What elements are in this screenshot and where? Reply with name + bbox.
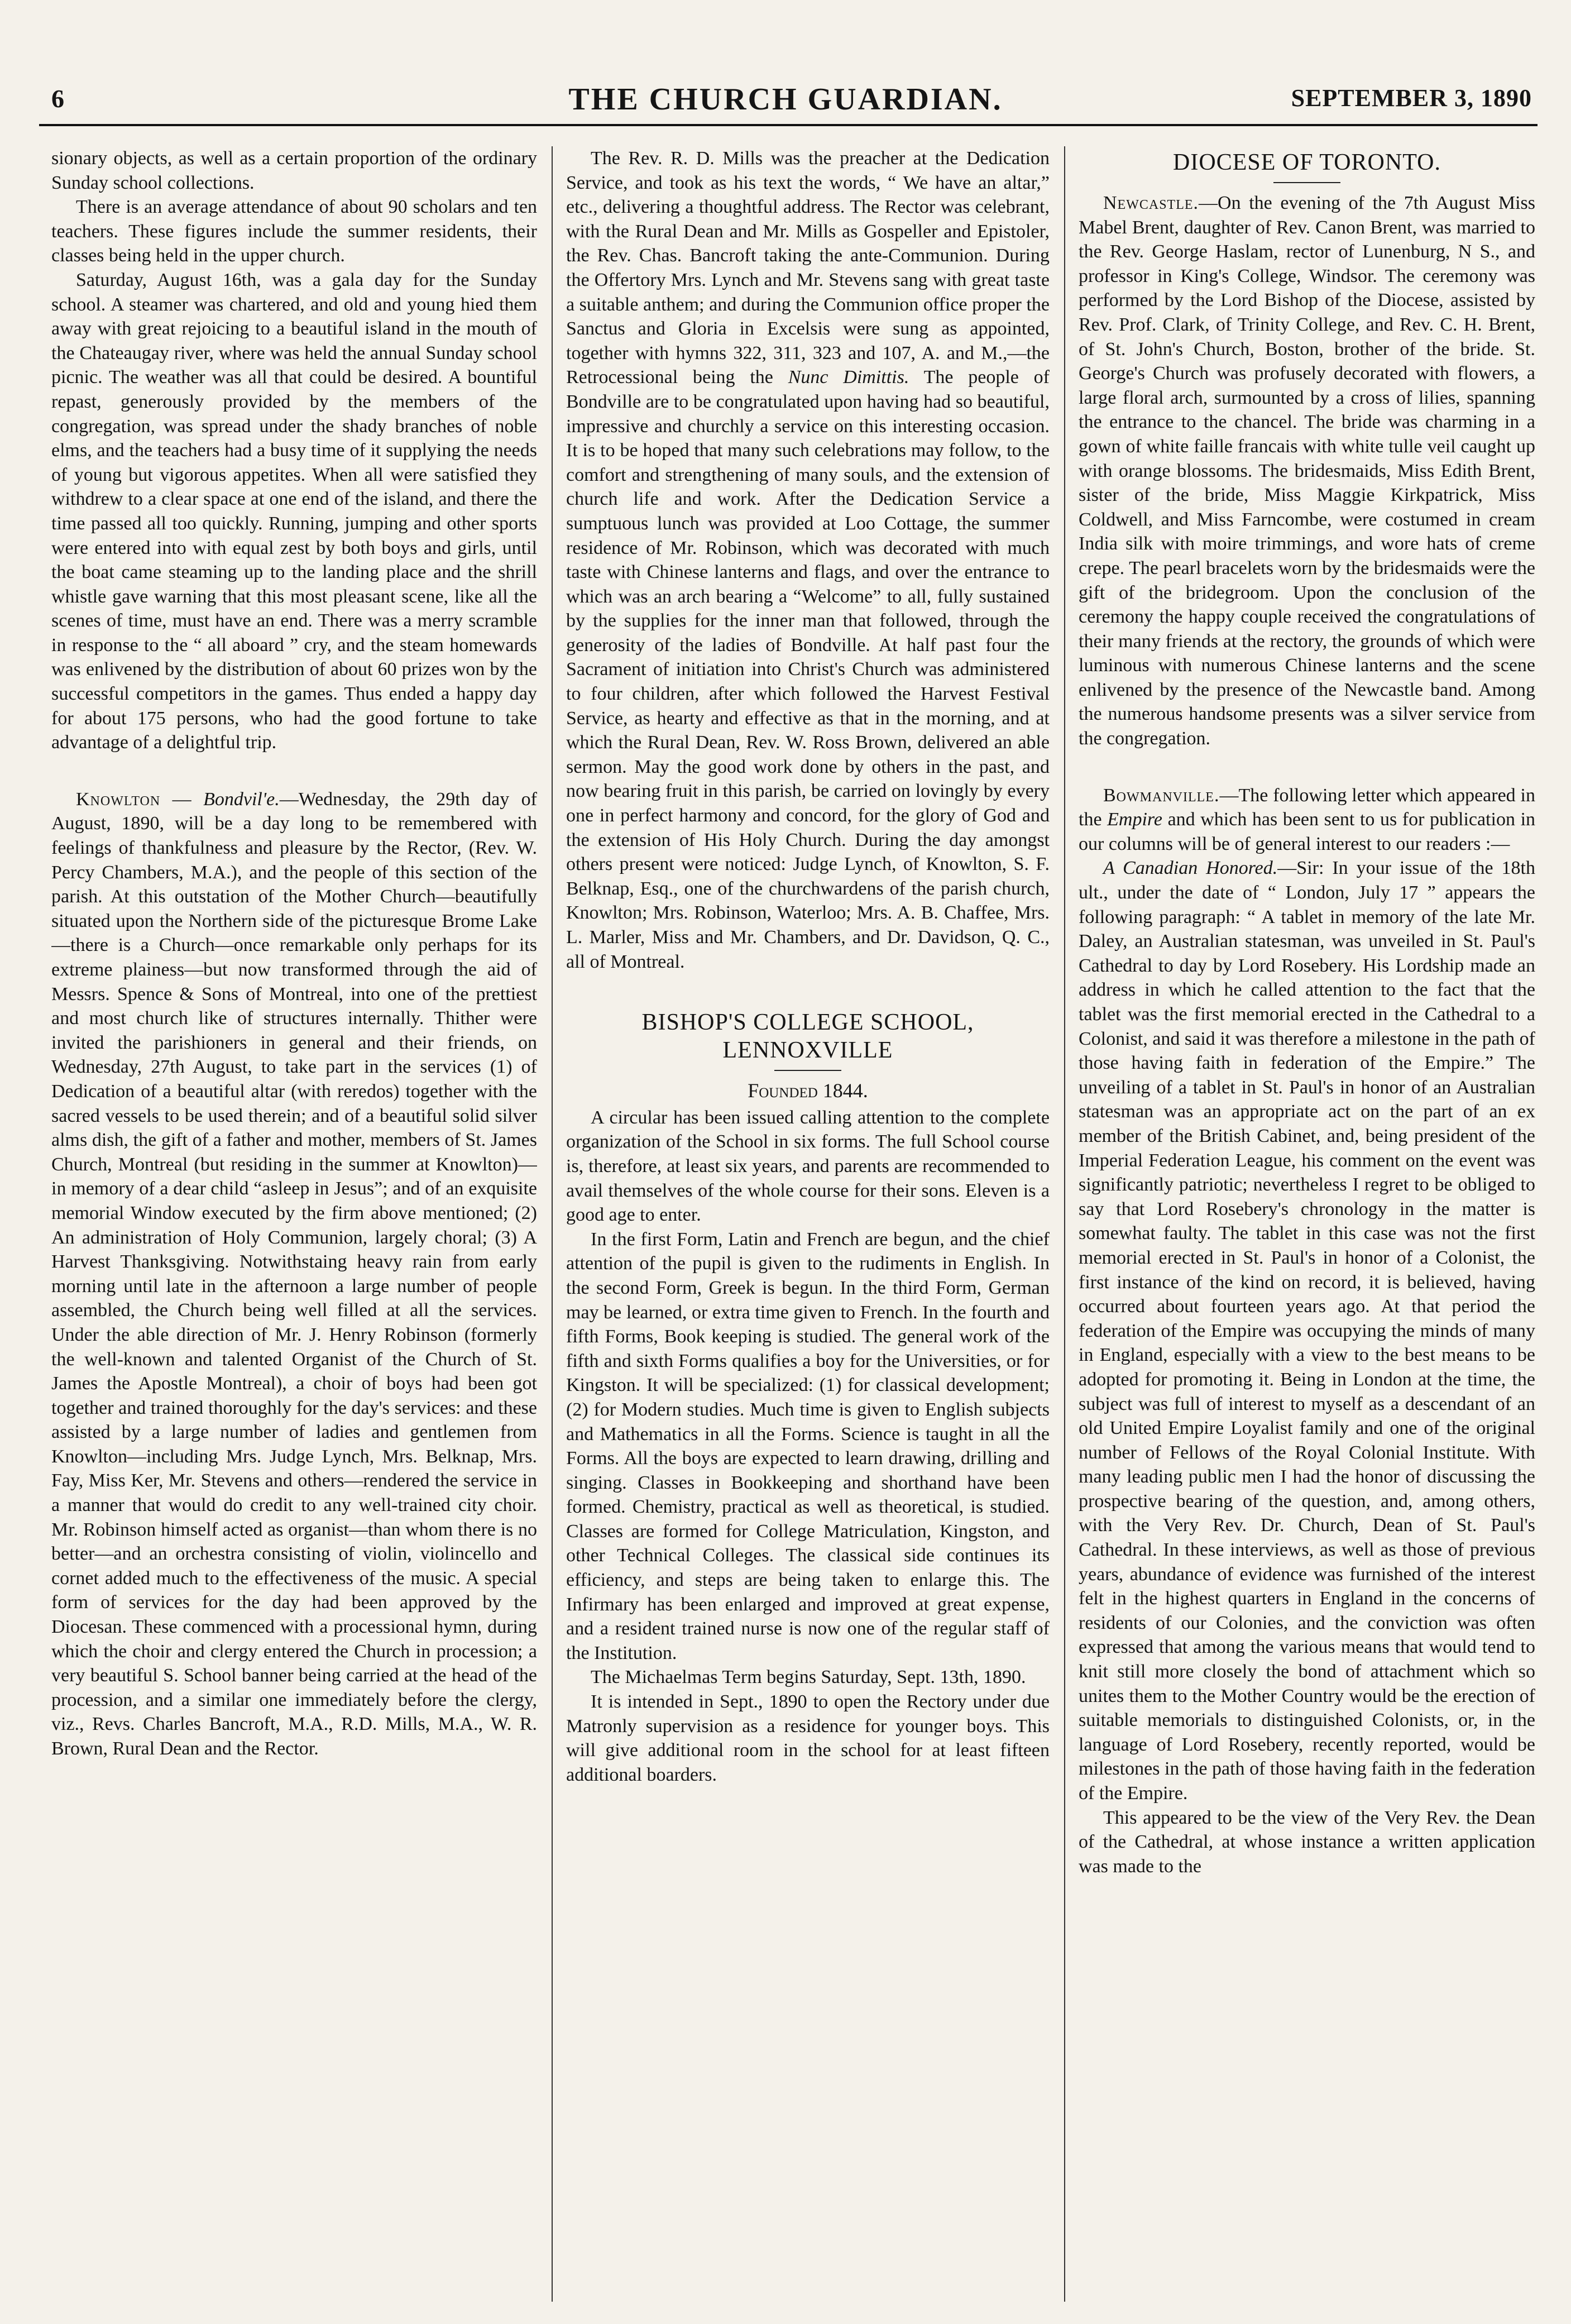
founded-line: Founded 1844. <box>748 1079 868 1102</box>
article-paragraph: A circular has been issued calling attention to the complete organization of the School in six forms. The full School course is, therefore, at least six years, and parents are recommended to avail themselves of the whole course for their sons. Eleven is a good age to enter. <box>566 1107 1050 1226</box>
article-text: —The following letter which appeared in the <box>1079 785 1535 830</box>
dateline-bondville: Bondvil'e. <box>203 788 280 810</box>
column-3 <box>1079 146 1535 2302</box>
dateline-bowmanville: Bowmanville. <box>1103 785 1220 806</box>
page-header <box>0 0 1571 140</box>
bowmanville-article <box>1079 783 1535 857</box>
article-paragraph: There is an average attendance of about 90 scholars and ten teachers. These figures include the summer residents, their classes being held in the upper church. <box>51 197 537 266</box>
heading-rule <box>1273 182 1340 183</box>
dateline-knowlton: Knowlton <box>76 788 161 810</box>
section-heading-bishops-college: BISHOP'S COLLEGE SCHOOL, LENNOXVILLE <box>641 1010 974 1064</box>
knowlton-article: Knowlton — Bondvil'e.—Wednesday, the 29th day of August, 1890, will be a day long to be remembered with feelings of thankfulness and pleasure by the Rector, (Rev. W. Percy Chambers, M.A.), and the people of this section of the parish. At this outstation of the Mother Church—beautifully situated upon the Northern side of the picturesque Brome Lake—there is a Church—once remarkable only perhaps for its extreme plainess—but now transformed through the aid of Messrs. Spence & Sons of Montreal, into one of the prettiest and most church like of structures internally. Thither were invited the parishioners in general and their friends, on Wednesday, 27th August, to take part in the services (1) of Dedication of a beautiful altar (with reredos) together with the sacred vessels to be used therein; and of a beautiful solid silver alms dish, the gift of a father and mother, members of St. James Church, Montreal (but residing in the summer at Knowlton)—in memory of a dear child “asleep in Jesus”; and of an exquisite memorial Window executed by the firm above mentioned; (2) An administration of Holy Communion, largely choral; (3) A Harvest Thanksgiving. Notwithstaing heavy rain from early morning until late in the afternoon a large number of people assembled, the Church being well filled at all the services. Under the able direction of Mr. J. Henry Robinson (formerly the well-known and talented Organist of the Church of St. James the Apostle Montreal), a choir of boys had been got together and trained thoroughly for the day's services: and these assisted by a large number of ladies and gentlemen from Knowlton—including Mrs. Judge Lynch, Mrs. Belknap, Mrs. Fay, Miss Ker, Mr. Stevens and others—rendered the service in a manner that would do credit to any well-trained city choir. Mr. Robinson himself acted as organist—than whom there is no better—and an orchestra consisting of violin, violincello and cornet added much to the effectiveness of the music. A special form of services for the day had been approved by the Diocesan. These commenced with a processional hymn, during which the choir and clergy entered the Church in procession; a very beautiful S. School banner being carried at the head of the procession, and a similar one immediately before the clergy, viz., Revs. Charles Bancroft, M.A., R.D. Mills, M.A., W. R. Brown, Rural Dean and the Rector. <box>51 788 537 1759</box>
letter-title: A Canadian Honored. <box>1103 858 1278 879</box>
letter-paragraph <box>1079 856 1535 1805</box>
italic-text: Nunc Dimittis. <box>788 367 909 388</box>
article-text: The Rev. R. D. Mills was the preacher at the Dedication Service, and took as his text the words, “ We have an altar,” etc., delivering a thoughtful address. The Rector was celebrant, with the Rural Dean and Mr. Mills as Gospeller and Epistoler, the Rev. Chas. Bancroft taking the ante-Communion. During the Offertory Mrs. Lynch and Mr. Stevens sang with great taste a suitable anthem; and during the Communion office proper the Sanctus and Gloria in Excelsis were sung as appointed, together with hymns 322, 311, 323 and 107, A. and M.,—the Retrocessional being the <box>566 148 1050 388</box>
article-paragraph: In the first Form, Latin and French are begun, and the chief attention of the pupil is given to the rudiments in English. In the second Form, Greek is begun. In the third Form, German may be learned, or extra time given to French. In the fourth and fifth Forms, Book keeping is studied. The general work of the fifth and sixth Forms qualifies a boy for the Universities, or for Kingston. It will be specialized: (1) for classical development; (2) for Modern studies. Much time is given to English subjects and Mathematics in all the Forms. Science is taught in all the Forms. All the boys are expected to learn drawing, drilling and singing. Classes in Bookkeeping and shorthand have been formed. Chemistry, practical as well as theoretical, is studied. Classes are formed for College Matriculation, Kingston, and other Technical Colleges. The classical side continues its efficiency, and steps are being taken to enlarge this. The Infirmary has been enlarged and improved at great expense, and a resident trained nurse is now one of the regular staff of the Institution. <box>566 1228 1050 1663</box>
section-heading-diocese-toronto: DIOCESE OF TORONTO. <box>1173 150 1441 175</box>
article-text: and which has been sent to us for publication in our columns will be of general interest to our readers :— <box>1079 809 1535 854</box>
article-text: —On the evening of the 7th August Miss Mabel Brent, daughter of Rev. Canon Brent, was married to the Rev. George Haslam, rector of Lunenburg, N S., and professor in King's College, Windsor. The ceremony was performed by the Lord Bishop of the Diocese, assisted by Rev. Prof. Clark, of Trinity College, and Rev. C. H. Brent, of St. John's Church, Boston, brother of the bride. St. George's Church was profusely decorated with flowers, a large floral arch, surmounted by a cross of lilies, spanning the entrance to the chancel. The bride was charming in a gown of white faille francais with white tulle veil caught up with orange blossoms. The bridesmaids, Miss Edith Brent, sister of the bride, Miss Maggie Kirkpatrick, Miss Coldwell, and Miss Farncombe, were costumed in cream India silk with moire trimmings, and wore hats of creme crepe. The pearl bracelets worn by the bridesmaids were the gift of the bridegroom. Upon the conclusion of the ceremony the happy couple received the congratulations of their many friends at the rectory, the grounds of which were luminous with numerous Chinese lanterns and the scene enlivened by the presence of the Newcastle band. Among the numerous handsome presents was a silver service from the congregation. <box>1079 193 1535 749</box>
column-2 <box>566 146 1050 2302</box>
page-number: 6 <box>51 84 64 113</box>
article-text: —Sir: In your issue of the 18th ult., under the date of “ London, July 17 ” appears the following paragraph: “ A tablet in memory of the late Mr. Daley, an Australian statesman, was unveiled in St. Paul's Cathedral to day by Lord Rosebery. His Lordship made an address in which he called attention to the fact that the tablet was the first memorial erected in the Cathedral to a Colonist, and said it was therefore a milestone in the path of those having faith in federation of the Empire.” The unveiling of a tablet in St. Paul's in honor of an Australian statesman was an appropriate act on the part of an ex member of the British Cabinet, and, being president of the Imperial Federation League, his comment on the event was significantly patriotic; nevertheless I regret to be obliged to say that Lord Rosebery's chronology in the matter is somewhat faulty. The tablet in this case was not the first memorial erected in St. Paul's in honor of a Colonist, the first instance of the kind on record, it is believed, having occurred about fourteen years ago. At that period the federation of the Empire was occupying the minds of many in England, especially with a view to the best means to be adopted for promoting it. Being in London at the time, the subject was full of interest to myself as a descendant of an old United Empire Loyalist family and one of the original number of Fellows of the Royal Colonial Institute. With many leading public men I had the honor of discussing the prospective bearing of the question, and, among others, with the Very Rev. Dr. Church, Dean of St. Paul's Cathedral. In these interviews, as well as those of previous years, abundance of evidence was furnished of the interest felt in the highest quarters in England in the concerns of residents of our Colonies, and the conviction was often expressed that among the various means that would tend to knit still more closely the bond of attachment which so unites them to the Mother Country would be the erection of suitable memorials to distinguished Colonists, or, in the language of Lord Rosebery, recently reported, would be milestones in the path of those having faith in the federation of the Empire. <box>1079 858 1535 1804</box>
newspaper-title: THE CHURCH GUARDIAN. <box>568 82 1003 117</box>
column-divider <box>552 146 553 2302</box>
italic-text: Empire <box>1107 809 1162 830</box>
article-paragraph: sionary objects, as well as a certain proportion of the ordinary Sunday school collections. <box>51 148 537 193</box>
letter-paragraph: This appeared to be the view of the Very Rev. the Dean of the Cathedral, at whose instance a written application was made to the <box>1079 1807 1535 1877</box>
article-text: —Wednesday, the 29th day of August, 1890, will be a day long to be remembered with feelings of thankfulness and pleasure by the Rector, (Rev. W. Percy Chambers, M.A.), and the people of this section of the parish. At this outstation of the Mother Church—beautifully situated upon the Northern side of the picturesque Brome Lake—there is a Church—once remarkable only perhaps for its extreme plainess—but now transformed through the aid of Messrs. Spence & Sons of Montreal, into one of the prettiest and most church like of structures internally. Thither were invited the parishioners in general and their friends, on Wednesday, 27th August, to take part in the services (1) of Dedication of a beautiful altar (with reredos) together with the sacred vessels to be used therein; and of a beautiful solid silver alms dish, the gift of a father and mother, members of St. James Church, Montreal (but residing in the summer at Knowlton)—in memory of a dear child “asleep in Jesus”; and of an exquisite memorial Window executed by the firm above mentioned; (2) An administration of Holy Communion, largely choral; (3) A Harvest Thanksgiving. Notwithstaing heavy rain from early morning until late in the afternoon a large number of people assembled, the Church being well filled at all the services. Under the able direction of Mr. J. Henry Robinson (formerly the well-known and talented Organist of the Church of St. James the Apostle Montreal), a choir of boys had been got together and trained thoroughly for the day's services: and these assisted by a large number of ladies and gentlemen from Knowlton—including Mrs. Judge Lynch, Mrs. Belknap, Mrs. Fay, Miss Ker, Mr. Stevens and others—rendered the service in a manner that would do credit to any well-trained city choir. Mr. Robinson himself acted as organist—than whom there is no better—and an orchestra consisting of violin, violincello and cornet added much to the effectiveness of the music. A special form of services for the day had been approved by the Diocesan. These commenced with a processional hymn, during which the choir and clergy entered the Church in procession; a very beautiful S. School banner being carried at the head of the procession, and a similar one immediately before the clergy, viz., Revs. Charles Bancroft, M.A., R.D. Mills, M.A., W. R. Brown, Rural Dean and the Rector. <box>51 788 537 1759</box>
newcastle-article <box>1079 191 1535 751</box>
column-divider <box>1064 146 1065 2302</box>
article-paragraph: It is intended in Sept., 1890 to open the Rectory under due Matronly supervision as a residence for younger boys. This will give additional room in the school for at least fifteen additional boarders. <box>566 1691 1050 1785</box>
article-paragraph: The Michaelmas Term begins Saturday, Sept. 13th, 1890. <box>591 1667 1026 1688</box>
issue-date: SEPTEMBER 3, 1890 <box>1291 84 1532 112</box>
header-rule <box>39 124 1538 126</box>
article-paragraph <box>566 146 1050 974</box>
column-1 <box>51 146 537 2302</box>
article-text: The people of Bondville are to be congratulated upon having had so beautiful, impressive and churchly a service on this interesting occasion. It is to be hoped that many such celebrations may follow, to the comfort and strengthening of many souls, and the extension of church life and work. After the Dedication Service a sumptuous lunch was provided at Loo Cottage, the summer residence of Mr. Robinson, which was decorated with much taste with Chinese lanterns and flags, and over the entrance to which was an arch bearing a “Welcome” to all, fully sustained by the supplies for the inner man that followed, through the generosity of the ladies of Bondville. At half past four the Sacrament of initiation into Christ's Church was administered to four children, after which followed the Harvest Festival Service, as hearty and effective as that in the morning, and at which the Rural Dean, Rev. W. Ross Brown, delivered an able sermon. May the good work done by others in the past, and now bearing fruit in this parish, be carried on lovingly by every one in perfect harmony and concord, for the glory of God and the extension of His Holy Church. During the day amongst others present were noticed: Judge Lynch, of Knowlton, S. F. Belknap, Esq., one of the churchwardens of the parish church, Knowlton; Mrs. Robinson, Waterloo; Mrs. A. B. Chaffee, Mrs. L. Marler, Miss and Mr. Chambers, and Dr. Davidson, Q. C., all of Montreal. <box>566 367 1050 972</box>
dateline-newcastle: Newcastle. <box>1103 193 1199 213</box>
article-paragraph: Saturday, August 16th, was a gala day for the Sunday school. A steamer was chartered, and old and young hied them away with great rejoicing to a beautiful island in the mouth of the Chateaugay river, where was held the annual Sunday school picnic. The weather was all that could be desired. A bountiful repast, generously provided by the members of the congregation, was spread under the shady branches of noble elms, and the teachers had a busy time of it supplying the needs of young but vigorous appetites. When all were satisfied they withdrew to a clear space at one end of the island, and there the time passed all too quickly. Running, jumping and other sports were entered into with equal zest by both boys and girls, until the boat came steaming up to the landing place and the shrill whistle gave warning that this most pleasant scene, like all the scenes of time, must have an end. There was a merry scramble in response to the “ all aboard ” cry, and the steam homewards was enlivened by the distribution of about 60 prizes won by the successful competitors in the games. Thus ended a happy day for about 175 persons, who had the good fortune to take advantage of a delightful trip. <box>51 269 537 753</box>
heading-rule <box>774 1070 841 1071</box>
